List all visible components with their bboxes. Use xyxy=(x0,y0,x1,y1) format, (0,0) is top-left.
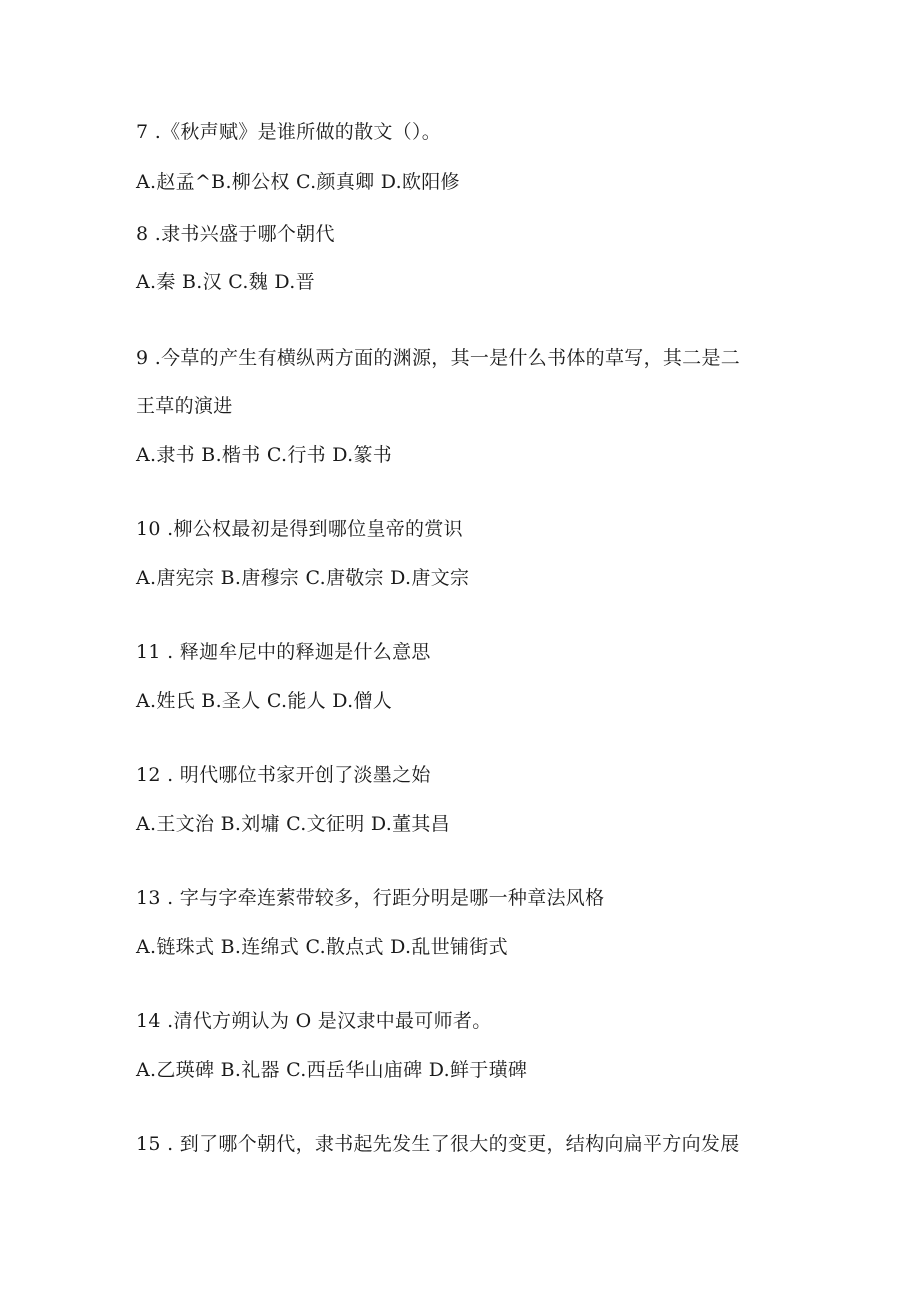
question-14-stem: 14 .清代方朔认为 O 是汉隶中最可师者。 xyxy=(136,1010,492,1032)
question-13-stem: 13 . 字与字牵连萦带较多，行距分明是哪一种章法风格 xyxy=(136,887,605,909)
question-9-stem: 9 .今草的产生有横纵两方面的渊源，其一是什么书体的草写，其二是二 xyxy=(136,347,741,369)
question-8-stem: 8 .隶书兴盛于哪个朝代 xyxy=(136,223,335,245)
question-7-stem: 7 .《秋声赋》是谁所做的散文（）。 xyxy=(136,121,442,143)
question-10-options: A.唐宪宗 B.唐穆宗 C.唐敬宗 D.唐文宗 xyxy=(136,567,470,589)
question-11-options: A.姓氏 B.圣人 C.能人 D.僧人 xyxy=(136,690,393,712)
question-14-options: A.乙瑛碑 B.礼器 C.西岳华山庙碑 D.鲜于璜碑 xyxy=(136,1059,528,1081)
question-12-stem: 12 . 明代哪位书家开创了淡墨之始 xyxy=(136,764,431,786)
question-10-stem: 10 .柳公权最初是得到哪位皇帝的赏识 xyxy=(136,518,463,540)
question-11-stem: 11 . 释迦牟尼中的释迦是什么意思 xyxy=(136,641,431,663)
question-12-options: A.王文治 B.刘墉 C.文征明 D.董其昌 xyxy=(136,813,450,835)
question-9-stem-continued: 王草的演进 xyxy=(136,395,233,417)
question-7-options: A.赵孟^B.柳公权 C.颜真卿 D.欧阳修 xyxy=(136,171,460,193)
question-8-options: A.秦 B.汉 C.魏 D.晋 xyxy=(136,271,315,293)
question-15-stem: 15 . 到了哪个朝代，隶书起先发生了很大的变更，结构向扁平方向发展 xyxy=(136,1133,740,1155)
question-13-options: A.链珠式 B.连绵式 C.散点式 D.乱世铺街式 xyxy=(136,936,508,958)
question-9-options: A.隶书 B.楷书 C.行书 D.篆书 xyxy=(136,444,393,466)
